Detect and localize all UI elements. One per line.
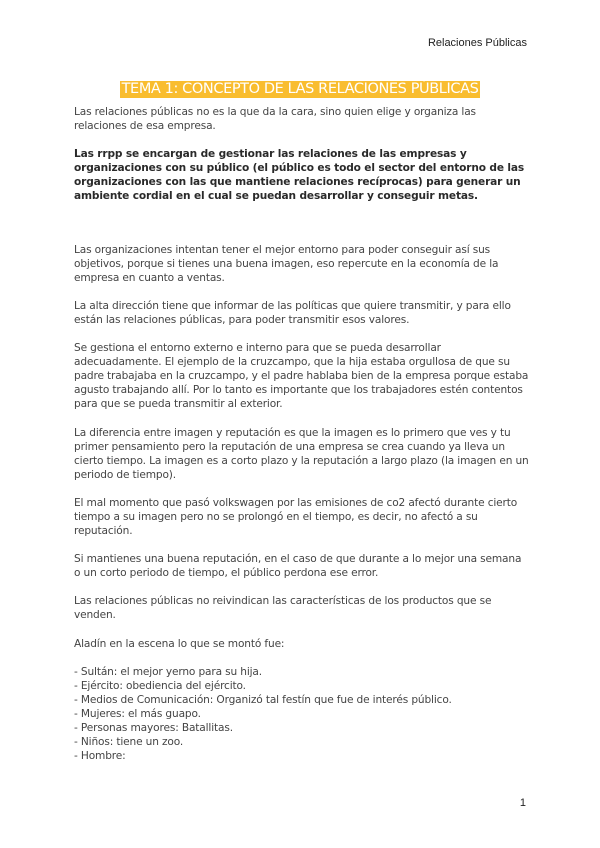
paragraph: Las relaciones públicas no reivindican las características de los productos que se venden. — [74, 595, 492, 622]
list-item: - Mujeres: el más guapo. — [74, 707, 201, 720]
paragraph-list — [74, 105, 529, 651]
paragraph: Las relaciones públicas no es la que da la cara, sino quien elige y organiza las relaciones de esa empresa. — [74, 106, 476, 133]
paragraph: Se gestiona el entorno externo e interno para que se pueda desarrollar adecuadamente. El ejemplo de la cruzcampo, que la hija estaba orgullosa de que su padre trabajaba en la cruzcampo, y el padre hablaba bien de la empresa porque estaba agusto trabajando allí. Por lo tanto es importante que los trabajadores estén contentos para que se pueda transmitir al exterior. — [74, 342, 529, 411]
paragraph: Aladín en la escena lo que se montó fue: — [74, 637, 285, 650]
paragraph: Si mantienes una buena reputación, en el caso de que durante a lo mejor una semana o un corto periodo de tiempo, el público perdona ese error. — [74, 553, 522, 580]
document-body — [74, 105, 529, 763]
page-number: 1 — [519, 797, 526, 809]
document-title: TEMA 1: CONCEPTO DE LAS RELACIONES PÚBLICAS — [121, 80, 479, 97]
bullet-list — [74, 665, 529, 764]
paragraph: Las organizaciones intentan tener el mejor entorno para poder conseguir así sus objetivos, porque si tienes una buena imagen, eso repercute en la economía de la empresa en cuanto a ventas. — [74, 243, 499, 284]
page-header: Relaciones Públicas — [427, 37, 527, 49]
list-item: - Sultán: el mejor yerno para su hija. — [74, 665, 262, 678]
paragraph: El mal momento que pasó volkswagen por las emisiones de co2 afectó durante cierto tiempo a su imagen pero no se prolongó en el tiempo, es decir, no afectó a su reputación. — [74, 496, 518, 538]
list-item: - Ejército: obediencia del ejército. — [74, 679, 246, 692]
paragraph: La alta dirección tiene que informar de las políticas que quiere transmitir, y para ello están las relaciones públicas, para poder transmitir esos valores. — [74, 299, 511, 326]
paragraph: La diferencia entre imagen y reputación es que la imagen es lo primero que ves y tu primer pensamiento pero la reputación de una empresa se crea cuando ya lleva un cierto tiempo. La imagen es a corto plazo y la reputación a largo plazo (la imagen en un periodo de tiempo). — [74, 426, 529, 481]
list-item: - Hombre: — [74, 750, 126, 763]
list-item: - Niños: tiene un zoo. — [74, 736, 184, 749]
list-item: - Personas mayores: Batallitas. — [74, 722, 233, 734]
title-container — [0, 71, 600, 107]
paragraph: Las rrpp se encargan de gestionar las relaciones de las empresas y organizaciones con su público (el público es todo el sector del entorno de las organizaciones con las que mantiene relaciones recíprocas) para generar un ambiente cordial en el cual se puedan desarrollar y conseguir metas. — [74, 148, 525, 203]
list-item: - Medios de Comunicación: Organizó tal festín que fue de interés público. — [74, 693, 452, 706]
